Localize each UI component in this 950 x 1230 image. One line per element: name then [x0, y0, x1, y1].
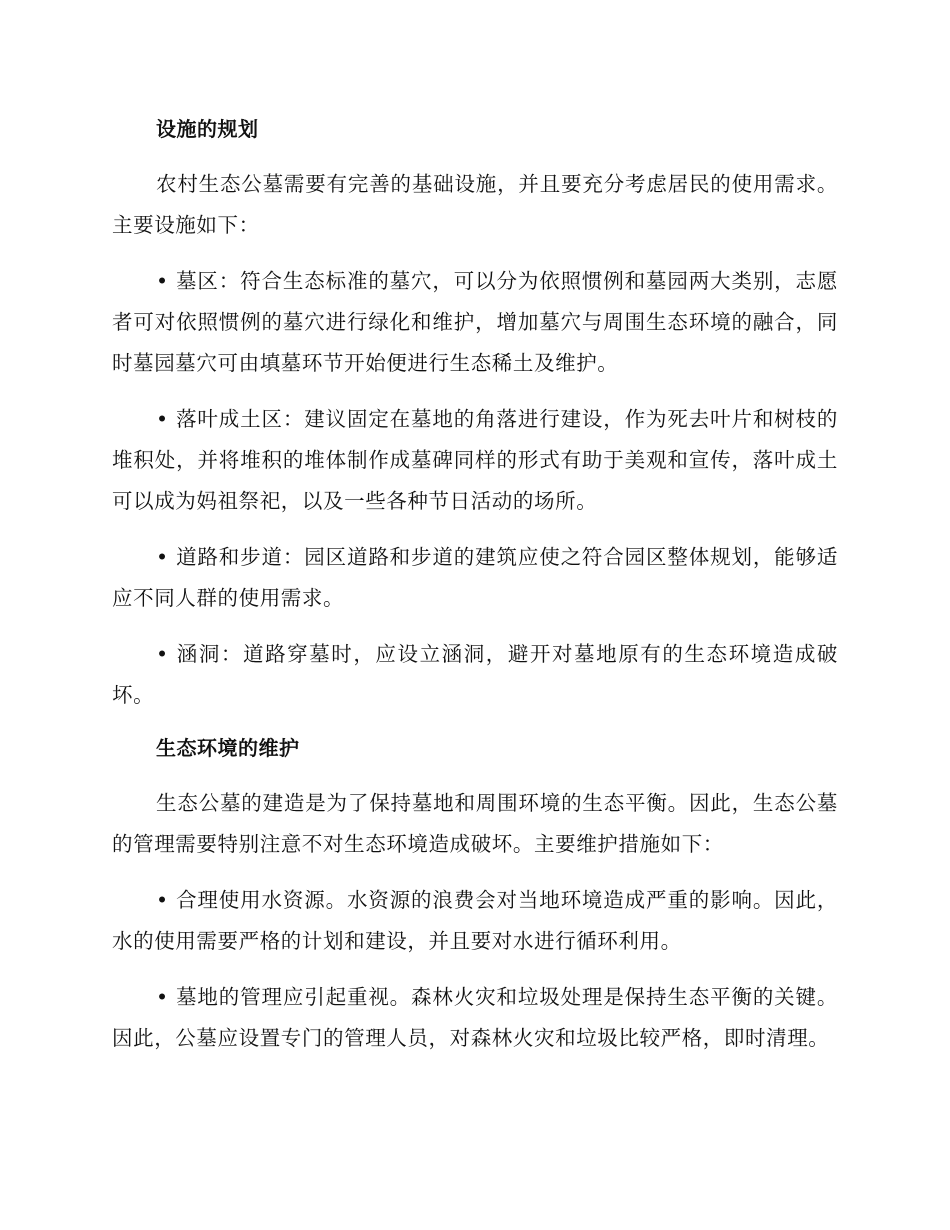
paragraph-facilities-intro: 农村生态公墓需要有完善的基础设施，并且要充分考虑居民的使用需求。主要设施如下：	[112, 172, 838, 237]
list-item-culvert: • 涵洞：道路穿墓时，应设立涵洞，避开对墓地原有的生态环境造成破坏。	[112, 642, 838, 707]
section-heading-ecology-maintenance: 生态环境的维护	[156, 736, 300, 760]
list-item-roads-and-paths: • 道路和步道：园区道路和步道的建筑应使之符合园区整体规划，能够适应不同人群的使用需求。	[112, 545, 838, 610]
list-item-tomb-area: • 墓区：符合生态标准的墓穴，可以分为依照惯例和墓园两大类别，志愿者可对依照惯例的墓穴进行绿化和维护，增加墓穴与周围生态环境的融合，同时墓园墓穴可由填墓环节开始便进行生态稀土及维护。	[112, 269, 838, 375]
list-item-leaf-compost-area: • 落叶成土区：建议固定在墓地的角落进行建设，作为死去叶片和树枝的堆积处，并将堆积的堆体制作成墓碑同样的形式有助于美观和宣传，落叶成土可以成为妈祖祭祀，以及一些各种节日活动的场所。	[112, 407, 838, 513]
list-item-water-use: • 合理使用水资源。水资源的浪费会对当地环境造成严重的影响。因此，水的使用需要严格的计划和建设，并且要对水进行循环利用。	[112, 888, 838, 953]
paragraph-maintenance-intro: 生态公墓的建造是为了保持墓地和周围环境的生态平衡。因此，生态公墓的管理需要特别注意不对生态环境造成破坏。主要维护措施如下：	[112, 791, 838, 856]
list-item-cemetery-management: • 墓地的管理应引起重视。森林火灾和垃圾处理是保持生态平衡的关键。因此，公墓应设置专门的管理人员，对森林火灾和垃圾比较严格，即时清理。	[112, 985, 838, 1050]
section-heading-facilities: 设施的规划	[156, 117, 259, 141]
